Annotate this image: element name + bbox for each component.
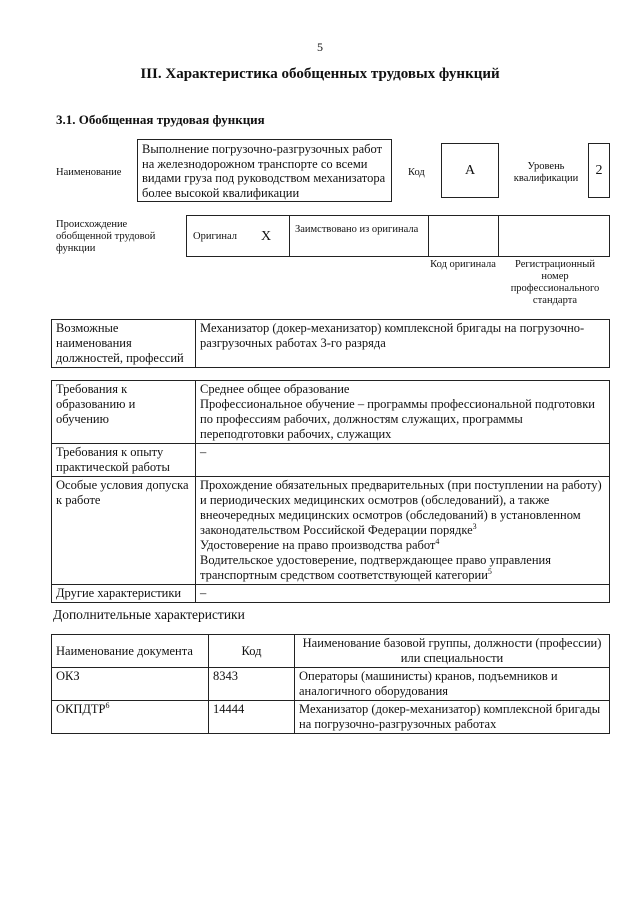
requirements-row-experience <box>52 444 610 477</box>
requirements-row-education <box>52 381 610 444</box>
origin-divider-3 <box>498 216 499 256</box>
additional-table <box>51 634 610 734</box>
original-label: Оригинал <box>193 231 237 242</box>
special-line-1: Прохождение обязательных предварительных (при поступлении на работу) и периодических медицинских осмотров (обследований), а также внеочередных медицинских осмотров (обследований) в установленном законодательством Российской Федерации порядке$^3$ <box>200 478 602 537</box>
experience-label: Требования к опыту практической работы <box>52 444 196 477</box>
additional-row-okz <box>52 668 610 701</box>
header-code: Код <box>209 635 295 668</box>
section-title: III. Характеристика обобщенных трудовых функций <box>140 66 500 82</box>
page-number: 5 <box>317 40 323 54</box>
special-line-3: Водительское удостоверение, подтверждающее право управления транспортным средством соответствующей категории$^5$ <box>200 553 551 582</box>
footnote-3: 3 <box>472 521 477 531</box>
special-conditions-value <box>196 477 610 585</box>
original-mark: Х <box>261 229 272 244</box>
name-value-box <box>137 139 392 202</box>
subsection-title: 3.1. Обобщенная трудовая функция <box>56 112 265 127</box>
level-label: Уровень квалификации <box>513 161 579 184</box>
header-group-name: Наименование базовой группы, должности (профессии) или специальности <box>295 635 610 668</box>
other-value: – <box>196 585 610 603</box>
row-okz-code: 8343 <box>209 668 295 701</box>
education-label: Требования к образованию и обучению <box>52 381 196 444</box>
footnote-4: 4 <box>435 536 440 546</box>
positions-row <box>52 320 610 368</box>
level-value: 2 <box>595 163 603 178</box>
education-value <box>196 381 610 444</box>
row-okpdtr-doc: ОКПДТР$^6$ <box>52 701 209 734</box>
requirements-table <box>51 380 610 603</box>
origin-box <box>186 215 610 257</box>
additional-row-okpdtr <box>52 701 610 734</box>
code-label: Код <box>408 167 425 178</box>
special-conditions-label: Особые условия допуска к работе <box>52 477 196 585</box>
code-value-box <box>441 143 499 198</box>
additional-title: Дополнительные характеристики <box>53 607 245 622</box>
borrowed-label: Заимствовано из оригинала <box>295 224 419 235</box>
education-line-2: Профессиональное обучение – программы профессиональной подготовки по профессиям рабочих, должностям служащих, программы переподготовки рабочих, служащих <box>200 397 595 441</box>
row-okpdtr-name: Механизатор (докер-механизатор) комплексной бригады на погрузочно-разгрузочных работах <box>295 701 610 734</box>
header-document: Наименование документа <box>52 635 209 668</box>
additional-header-row <box>52 635 610 668</box>
requirements-row-other <box>52 585 610 603</box>
origin-label: Происхождение обобщенной трудовой функции <box>56 219 156 254</box>
row-okpdtr-code: 14444 <box>209 701 295 734</box>
experience-value: – <box>196 444 610 477</box>
positions-label: Возможные наименования должностей, профессий <box>52 320 196 368</box>
code-original-caption: Код оригинала <box>430 259 496 270</box>
reg-number-caption: Регистрационный номер профессионального стандарта <box>510 259 600 306</box>
code-value: А <box>464 163 476 178</box>
footnote-5: 5 <box>487 566 492 576</box>
education-line-1: Среднее общее образование <box>200 382 350 396</box>
positions-value: Механизатор (докер-механизатор) комплексной бригады на погрузочно-разгрузочных работах 3-го разряда <box>196 320 610 368</box>
level-value-box <box>588 143 610 198</box>
special-line-2: Удостоверение на право производства работ$^4$ <box>200 536 440 552</box>
footnote-6: 6 <box>105 700 110 710</box>
requirements-row-special <box>52 477 610 585</box>
positions-table <box>51 319 610 368</box>
name-value: Выполнение погрузочно-разгрузочных работ на железнодорожном транспорте со всеми видами груза под руководством механизатора более высокой квалификации <box>142 142 386 200</box>
origin-divider-1 <box>289 216 290 256</box>
name-label: Наименование <box>56 167 122 178</box>
origin-divider-2 <box>428 216 429 256</box>
row-okz-doc: ОКЗ <box>52 668 209 701</box>
other-label: Другие характеристики <box>52 585 196 603</box>
row-okz-name: Операторы (машинисты) кранов, подъемников и аналогичного оборудования <box>295 668 610 701</box>
